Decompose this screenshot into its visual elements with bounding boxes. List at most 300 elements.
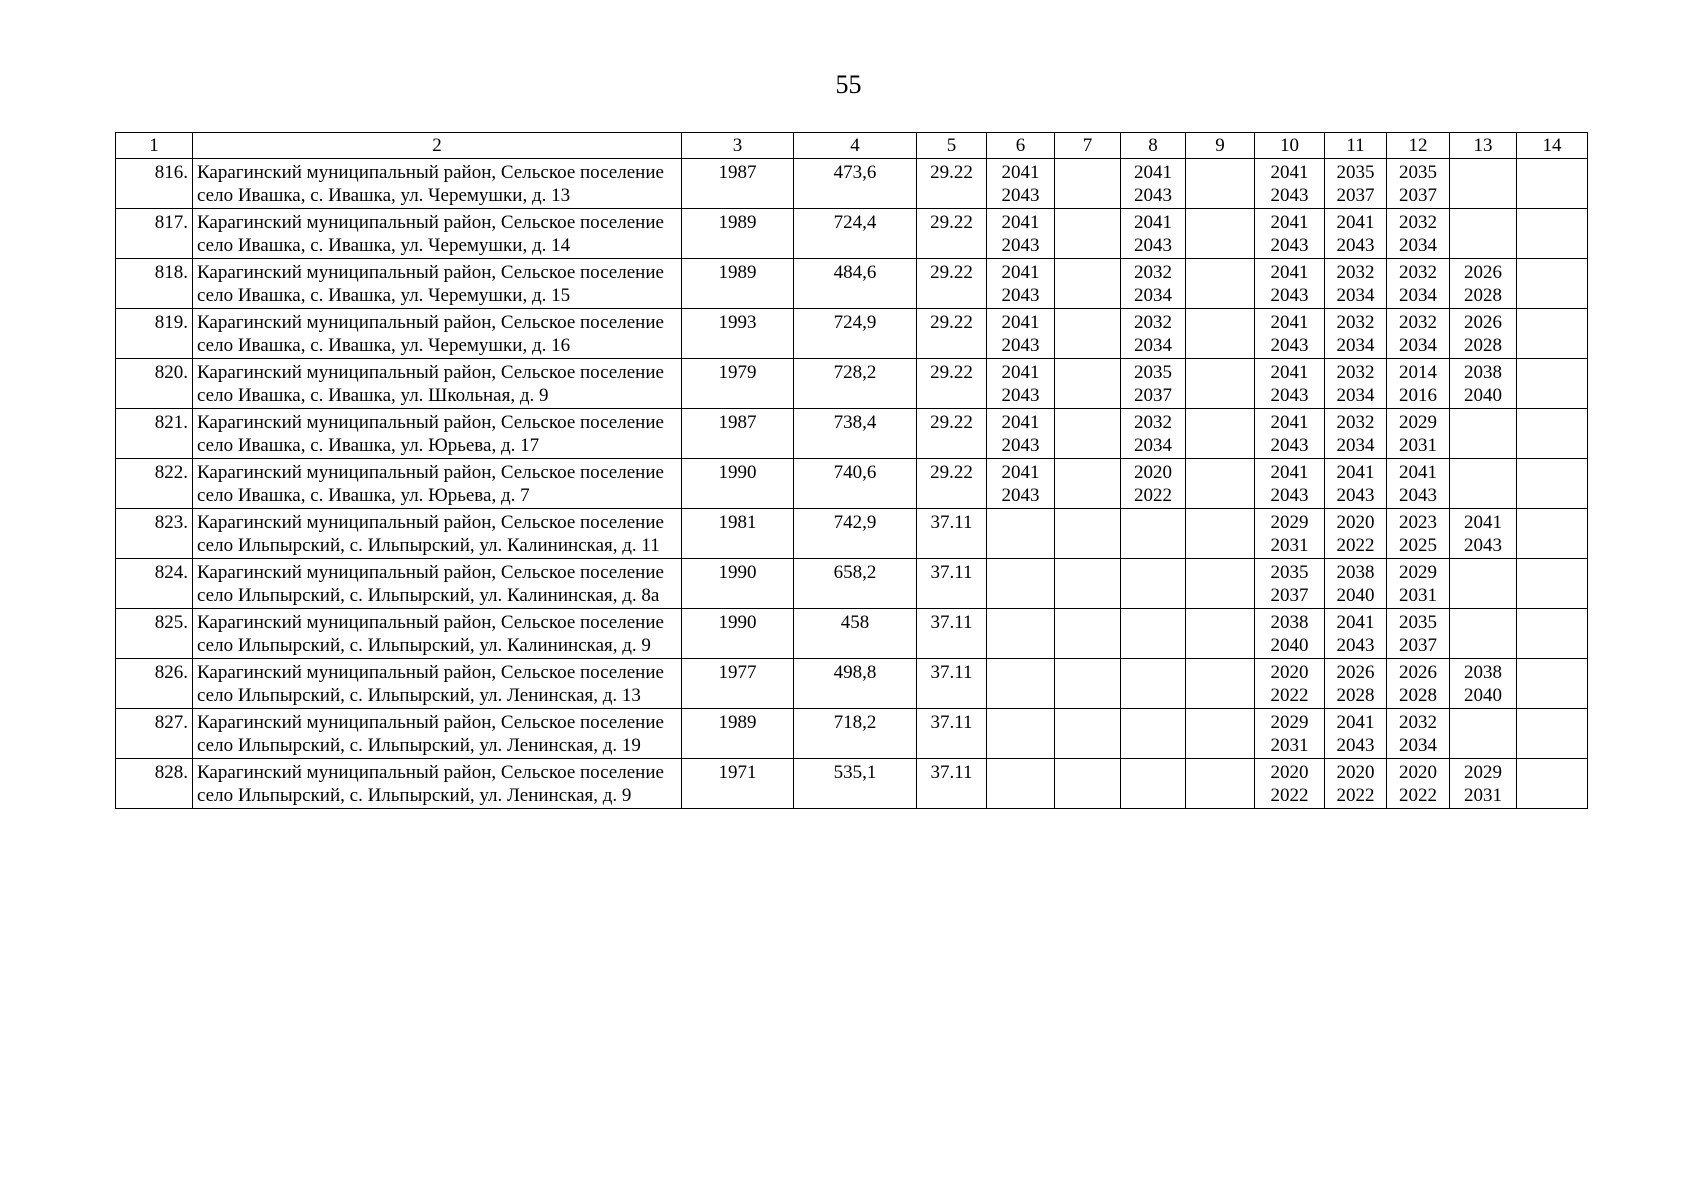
period-year: 2041: [1270, 462, 1309, 483]
period-year: 2040: [1270, 635, 1309, 656]
build-year-cell: 1990: [682, 609, 794, 659]
period-year: 2032: [1399, 212, 1437, 233]
area-cell: 738,4: [794, 409, 917, 459]
period-year: 2034: [1399, 235, 1437, 256]
period-year: 2029: [1270, 512, 1309, 533]
period-year: 2034: [1134, 285, 1172, 306]
period-year: 2043: [1336, 735, 1375, 756]
period-year: 2029: [1464, 762, 1502, 783]
code-cell: 29.22: [917, 409, 987, 459]
build-year-cell: 1987: [682, 159, 794, 209]
row-number-cell: 828.: [116, 759, 193, 809]
period-cell-col-9: [1186, 559, 1255, 609]
row-number-cell: 822.: [116, 459, 193, 509]
period-cell-col-10: [1255, 659, 1325, 709]
period-year: 2034: [1134, 335, 1172, 356]
period-cell-col-11: [1325, 759, 1387, 809]
period-cell-col-14: [1517, 709, 1588, 759]
period-year: 2031: [1270, 735, 1309, 756]
period-cell-col-12: [1387, 559, 1450, 609]
period-year: 2028: [1464, 335, 1502, 356]
period-cell-col-10: [1255, 559, 1325, 609]
period-year: 2026: [1464, 262, 1502, 283]
build-year-cell: 1989: [682, 209, 794, 259]
column-header-6: 6: [987, 133, 1055, 159]
period-year: 2035: [1270, 562, 1309, 583]
period-cell-col-13: [1450, 359, 1517, 409]
period-cell-col-7: [1055, 759, 1121, 809]
period-cell-col-14: [1517, 609, 1588, 659]
row-number-cell: 823.: [116, 509, 193, 559]
period-cell-col-9: [1186, 459, 1255, 509]
period-year: 2043: [1001, 235, 1040, 256]
period-year: 2035: [1134, 362, 1172, 383]
period-year: 2043: [1270, 335, 1309, 356]
period-cell-col-7: [1055, 259, 1121, 309]
period-cell-col-14: [1517, 509, 1588, 559]
period-cell-col-10: [1255, 709, 1325, 759]
period-cell-col-7: [1055, 559, 1121, 609]
period-cell-col-8: [1121, 409, 1186, 459]
period-year: 2043: [1001, 185, 1040, 206]
period-year: 2041: [1001, 212, 1040, 233]
period-cell-col-11: [1325, 159, 1387, 209]
period-cell-col-6: [987, 359, 1055, 409]
period-cell-col-8: [1121, 359, 1186, 409]
area-cell: 498,8: [794, 659, 917, 709]
period-year: 2020: [1270, 662, 1309, 683]
table-row: [116, 759, 1588, 809]
table-row: [116, 459, 1588, 509]
period-year: 2026: [1336, 662, 1375, 683]
row-number-cell: 824.: [116, 559, 193, 609]
period-cell-col-14: [1517, 159, 1588, 209]
period-year: 2032: [1134, 412, 1172, 433]
period-year: 2034: [1336, 285, 1375, 306]
period-year: 2035: [1399, 162, 1437, 183]
period-year: 2031: [1399, 435, 1437, 456]
period-cell-col-8: [1121, 509, 1186, 559]
column-header-5: 5: [917, 133, 987, 159]
period-year: 2028: [1464, 285, 1502, 306]
period-year: 2041: [1001, 362, 1040, 383]
period-cell-col-8: [1121, 709, 1186, 759]
period-year: 2023: [1399, 512, 1437, 533]
period-cell-col-12: [1387, 759, 1450, 809]
period-year: 2022: [1270, 685, 1309, 706]
period-year: 2020: [1336, 512, 1375, 533]
period-year: 2041: [1336, 612, 1375, 633]
period-year: 2043: [1001, 485, 1040, 506]
period-year: 2041: [1336, 462, 1375, 483]
period-cell-col-9: [1186, 509, 1255, 559]
code-cell: 37.11: [917, 609, 987, 659]
code-cell: 29.22: [917, 459, 987, 509]
period-year: 2034: [1399, 335, 1437, 356]
period-year: 2041: [1270, 312, 1309, 333]
code-cell: 29.22: [917, 309, 987, 359]
period-cell-col-7: [1055, 409, 1121, 459]
address-cell: Карагинский муниципальный район, Сельское поселение село Ильпырский, с. Ильпырский, ул. Калининская, д. 8а: [193, 559, 682, 609]
period-year: 2041: [1270, 212, 1309, 233]
period-year: 2043: [1336, 235, 1375, 256]
table-row: [116, 309, 1588, 359]
period-cell-col-13: [1450, 609, 1517, 659]
build-year-cell: 1977: [682, 659, 794, 709]
period-year: 2034: [1336, 385, 1375, 406]
address-cell: Карагинский муниципальный район, Сельское поселение село Ильпырский, с. Ильпырский, ул. Калининская, д. 11: [193, 509, 682, 559]
area-cell: 473,6: [794, 159, 917, 209]
period-cell-col-8: [1121, 459, 1186, 509]
address-cell: Карагинский муниципальный район, Сельское поселение село Ивашка, с. Ивашка, ул. Школьная, д. 9: [193, 359, 682, 409]
period-cell-col-13: [1450, 159, 1517, 209]
build-year-cell: 1993: [682, 309, 794, 359]
period-year: 2037: [1399, 185, 1437, 206]
period-year: 2022: [1270, 785, 1309, 806]
period-cell-col-6: [987, 309, 1055, 359]
period-cell-col-11: [1325, 309, 1387, 359]
period-cell-col-14: [1517, 259, 1588, 309]
period-year: 2043: [1134, 185, 1172, 206]
period-cell-col-14: [1517, 359, 1588, 409]
period-year: 2043: [1134, 235, 1172, 256]
period-cell-col-10: [1255, 309, 1325, 359]
period-year: 2043: [1001, 285, 1040, 306]
period-cell-col-8: [1121, 609, 1186, 659]
period-year: 2043: [1336, 635, 1375, 656]
address-cell: Карагинский муниципальный район, Сельское поселение село Ильпырский, с. Ильпырский, ул. Ленинская, д. 19: [193, 709, 682, 759]
period-cell-col-14: [1517, 659, 1588, 709]
period-cell-col-11: [1325, 709, 1387, 759]
period-year: 2029: [1270, 712, 1309, 733]
period-cell-col-13: [1450, 459, 1517, 509]
period-cell-col-9: [1186, 359, 1255, 409]
column-header-12: 12: [1387, 133, 1450, 159]
area-cell: 718,2: [794, 709, 917, 759]
period-cell-col-13: [1450, 309, 1517, 359]
period-year: 2043: [1270, 235, 1309, 256]
period-year: 2020: [1399, 762, 1437, 783]
code-cell: 29.22: [917, 259, 987, 309]
period-year: 2041: [1270, 262, 1309, 283]
period-cell-col-9: [1186, 259, 1255, 309]
period-cell-col-10: [1255, 759, 1325, 809]
period-cell-col-6: [987, 709, 1055, 759]
period-cell-col-6: [987, 559, 1055, 609]
period-year: 2034: [1336, 435, 1375, 456]
area-cell: 728,2: [794, 359, 917, 409]
period-year: 2031: [1464, 785, 1502, 806]
period-year: 2041: [1399, 462, 1437, 483]
period-year: 2034: [1336, 335, 1375, 356]
build-year-cell: 1971: [682, 759, 794, 809]
period-year: 2014: [1399, 362, 1437, 383]
period-year: 2020: [1336, 762, 1375, 783]
period-cell-col-9: [1186, 309, 1255, 359]
period-cell-col-12: [1387, 509, 1450, 559]
period-year: 2029: [1399, 412, 1437, 433]
period-year: 2043: [1464, 535, 1502, 556]
period-cell-col-13: [1450, 659, 1517, 709]
period-cell-col-7: [1055, 459, 1121, 509]
period-year: 2041: [1001, 312, 1040, 333]
period-cell-col-7: [1055, 209, 1121, 259]
period-year: 2041: [1001, 462, 1040, 483]
period-year: 2022: [1134, 485, 1172, 506]
period-cell-col-10: [1255, 359, 1325, 409]
period-year: 2022: [1336, 535, 1375, 556]
period-year: 2031: [1270, 535, 1309, 556]
period-cell-col-10: [1255, 259, 1325, 309]
period-year: 2035: [1336, 162, 1375, 183]
table-header: [116, 133, 1588, 159]
period-year: 2032: [1399, 312, 1437, 333]
period-year: 2041: [1134, 162, 1172, 183]
period-year: 2026: [1464, 312, 1502, 333]
row-number-cell: 817.: [116, 209, 193, 259]
period-cell-col-7: [1055, 509, 1121, 559]
row-number-cell: 816.: [116, 159, 193, 209]
period-cell-col-10: [1255, 409, 1325, 459]
period-cell-col-11: [1325, 259, 1387, 309]
period-cell-col-8: [1121, 759, 1186, 809]
period-year: 2041: [1336, 212, 1375, 233]
period-cell-col-12: [1387, 209, 1450, 259]
column-header-9: 9: [1186, 133, 1255, 159]
period-cell-col-6: [987, 409, 1055, 459]
period-year: 2041: [1001, 162, 1040, 183]
period-year: 2038: [1464, 662, 1502, 683]
row-number-cell: 825.: [116, 609, 193, 659]
page-number: 55: [835, 70, 862, 99]
area-cell: 658,2: [794, 559, 917, 609]
period-year: 2043: [1270, 485, 1309, 506]
build-year-cell: 1987: [682, 409, 794, 459]
table-row: [116, 709, 1588, 759]
period-cell-col-7: [1055, 359, 1121, 409]
period-cell-col-6: [987, 459, 1055, 509]
period-year: 2016: [1399, 385, 1437, 406]
period-cell-col-12: [1387, 409, 1450, 459]
period-year: 2043: [1270, 385, 1309, 406]
table-row: [116, 609, 1588, 659]
address-cell: Карагинский муниципальный район, Сельское поселение село Ильпырский, с. Ильпырский, ул. Ленинская, д. 9: [193, 759, 682, 809]
code-cell: 37.11: [917, 659, 987, 709]
period-cell-col-11: [1325, 209, 1387, 259]
period-year: 2022: [1336, 785, 1375, 806]
period-cell-col-8: [1121, 559, 1186, 609]
column-header-1: 1: [116, 133, 193, 159]
table-row: [116, 559, 1588, 609]
period-cell-col-10: [1255, 509, 1325, 559]
period-year: 2032: [1336, 312, 1375, 333]
period-cell-col-7: [1055, 709, 1121, 759]
row-number-cell: 826.: [116, 659, 193, 709]
period-year: 2029: [1399, 562, 1437, 583]
period-year: 2032: [1336, 412, 1375, 433]
period-cell-col-12: [1387, 159, 1450, 209]
period-cell-col-14: [1517, 209, 1588, 259]
period-cell-col-9: [1186, 609, 1255, 659]
area-cell: 458: [794, 609, 917, 659]
period-year: 2034: [1399, 285, 1437, 306]
column-header-4: 4: [794, 133, 917, 159]
period-year: 2043: [1001, 385, 1040, 406]
period-year: 2041: [1336, 712, 1375, 733]
period-cell-col-13: [1450, 259, 1517, 309]
period-cell-col-14: [1517, 759, 1588, 809]
build-year-cell: 1990: [682, 559, 794, 609]
period-year: 2038: [1464, 362, 1502, 383]
period-cell-col-13: [1450, 509, 1517, 559]
period-year: 2032: [1399, 712, 1437, 733]
period-cell-col-11: [1325, 459, 1387, 509]
period-cell-col-11: [1325, 509, 1387, 559]
period-year: 2037: [1270, 585, 1309, 606]
period-year: 2034: [1399, 735, 1437, 756]
period-cell-col-6: [987, 509, 1055, 559]
period-year: 2040: [1336, 585, 1375, 606]
address-cell: Карагинский муниципальный район, Сельское поселение село Ивашка, с. Ивашка, ул. Черемушки, д. 13: [193, 159, 682, 209]
period-cell-col-6: [987, 759, 1055, 809]
period-cell-col-13: [1450, 759, 1517, 809]
period-cell-col-7: [1055, 309, 1121, 359]
code-cell: 37.11: [917, 559, 987, 609]
period-cell-col-12: [1387, 609, 1450, 659]
row-number-cell: 819.: [116, 309, 193, 359]
period-cell-col-6: [987, 159, 1055, 209]
period-cell-col-11: [1325, 359, 1387, 409]
code-cell: 29.22: [917, 209, 987, 259]
period-year: 2034: [1134, 435, 1172, 456]
period-cell-col-7: [1055, 159, 1121, 209]
period-cell-col-13: [1450, 409, 1517, 459]
column-header-13: 13: [1450, 133, 1517, 159]
period-year: 2041: [1134, 212, 1172, 233]
period-year: 2032: [1336, 362, 1375, 383]
row-number-cell: 818.: [116, 259, 193, 309]
period-year: 2041: [1001, 412, 1040, 433]
period-year: 2035: [1399, 612, 1437, 633]
period-cell-col-11: [1325, 609, 1387, 659]
code-cell: 29.22: [917, 359, 987, 409]
period-year: 2038: [1336, 562, 1375, 583]
column-header-7: 7: [1055, 133, 1121, 159]
period-cell-col-9: [1186, 209, 1255, 259]
period-cell-col-6: [987, 659, 1055, 709]
code-cell: 37.11: [917, 509, 987, 559]
period-cell-col-11: [1325, 409, 1387, 459]
period-year: 2041: [1270, 362, 1309, 383]
period-year: 2043: [1270, 285, 1309, 306]
period-year: 2032: [1336, 262, 1375, 283]
table-row: [116, 659, 1588, 709]
period-cell-col-12: [1387, 459, 1450, 509]
build-year-cell: 1979: [682, 359, 794, 409]
period-cell-col-10: [1255, 609, 1325, 659]
table-row: [116, 209, 1588, 259]
period-year: 2040: [1464, 685, 1502, 706]
period-year: 2032: [1134, 312, 1172, 333]
table-row: [116, 509, 1588, 559]
period-year: 2037: [1134, 385, 1172, 406]
period-cell-col-9: [1186, 759, 1255, 809]
period-cell-col-8: [1121, 309, 1186, 359]
period-year: 2038: [1270, 612, 1309, 633]
period-cell-col-7: [1055, 609, 1121, 659]
period-year: 2028: [1399, 685, 1437, 706]
address-cell: Карагинский муниципальный район, Сельское поселение село Ильпырский, с. Ильпырский, ул. Ленинская, д. 13: [193, 659, 682, 709]
area-cell: 740,6: [794, 459, 917, 509]
build-year-cell: 1989: [682, 259, 794, 309]
period-year: 2041: [1270, 162, 1309, 183]
address-cell: Карагинский муниципальный район, Сельское поселение село Ивашка, с. Ивашка, ул. Черемушки, д. 14: [193, 209, 682, 259]
period-cell-col-6: [987, 209, 1055, 259]
period-cell-col-9: [1186, 709, 1255, 759]
period-cell-col-11: [1325, 659, 1387, 709]
period-cell-col-6: [987, 609, 1055, 659]
period-cell-col-10: [1255, 159, 1325, 209]
period-year: 2020: [1134, 462, 1172, 483]
period-year: 2043: [1399, 485, 1437, 506]
period-year: 2025: [1399, 535, 1437, 556]
period-cell-col-10: [1255, 459, 1325, 509]
area-cell: 484,6: [794, 259, 917, 309]
registry-table: [115, 132, 1588, 809]
period-year: 2040: [1464, 385, 1502, 406]
period-cell-col-14: [1517, 409, 1588, 459]
row-number-cell: 827.: [116, 709, 193, 759]
period-year: 2032: [1134, 262, 1172, 283]
area-cell: 724,4: [794, 209, 917, 259]
period-year: 2031: [1399, 585, 1437, 606]
period-cell-col-10: [1255, 209, 1325, 259]
period-cell-col-12: [1387, 259, 1450, 309]
header-row: [116, 133, 1588, 159]
period-cell-col-8: [1121, 159, 1186, 209]
period-cell-col-14: [1517, 559, 1588, 609]
period-cell-col-11: [1325, 559, 1387, 609]
address-cell: Карагинский муниципальный район, Сельское поселение село Ивашка, с. Ивашка, ул. Черемушки, д. 15: [193, 259, 682, 309]
period-year: 2043: [1336, 485, 1375, 506]
column-header-14: 14: [1517, 133, 1588, 159]
table-row: [116, 359, 1588, 409]
period-year: 2022: [1399, 785, 1437, 806]
period-cell-col-12: [1387, 359, 1450, 409]
row-number-cell: 820.: [116, 359, 193, 409]
period-year: 2041: [1270, 412, 1309, 433]
period-year: 2041: [1464, 512, 1502, 533]
period-cell-col-8: [1121, 659, 1186, 709]
build-year-cell: 1981: [682, 509, 794, 559]
column-header-10: 10: [1255, 133, 1325, 159]
period-year: 2043: [1270, 435, 1309, 456]
period-year: 2037: [1336, 185, 1375, 206]
code-cell: 37.11: [917, 759, 987, 809]
area-cell: 535,1: [794, 759, 917, 809]
address-cell: Карагинский муниципальный район, Сельское поселение село Ивашка, с. Ивашка, ул. Юрьева, д. 17: [193, 409, 682, 459]
period-cell-col-6: [987, 259, 1055, 309]
period-year: 2026: [1399, 662, 1437, 683]
period-year: 2028: [1336, 685, 1375, 706]
column-header-2: 2: [193, 133, 682, 159]
code-cell: 29.22: [917, 159, 987, 209]
code-cell: 37.11: [917, 709, 987, 759]
period-cell-col-7: [1055, 659, 1121, 709]
period-year: 2032: [1399, 262, 1437, 283]
period-cell-col-12: [1387, 309, 1450, 359]
period-cell-col-12: [1387, 659, 1450, 709]
